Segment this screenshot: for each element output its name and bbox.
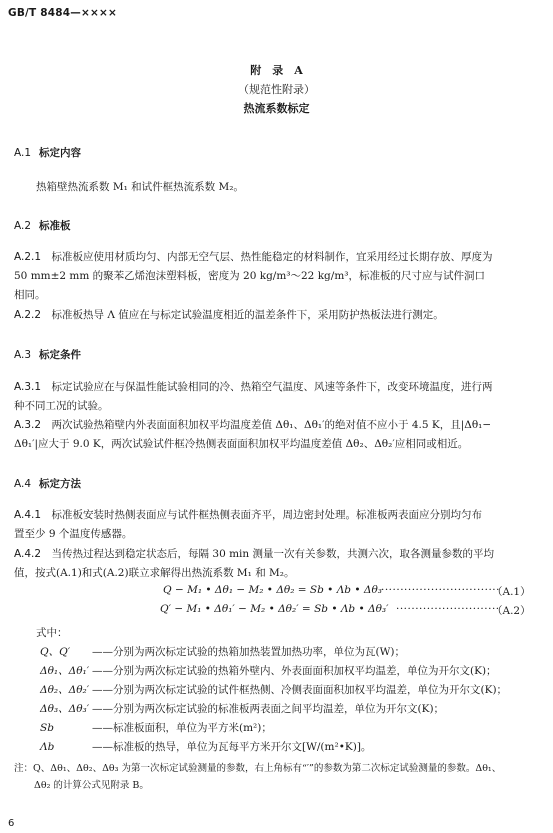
text-line: 标准板安装时热侧表面应与试件框热侧表面齐平，周边密封处理。标准板两表面应分别均匀布 — [51, 509, 483, 521]
paragraph-a3-2 — [14, 416, 534, 454]
text-line: 50 mm±2 mm 的聚苯乙烯泡沫塑料板，密度为 20 kg/m³～22 kg/m³，标准板的尺寸应与试件洞口 — [14, 270, 485, 282]
symbol-row — [40, 643, 405, 662]
symbol-description: ——分别为两次标定试验的热箱外壁内、外表面面积加权平均温差，单位为开尔文(K)； — [92, 665, 497, 677]
note — [14, 760, 540, 794]
symbol-description: ——分别为两次标定试验的热箱加热装置加热功率，单位为瓦(W)； — [92, 646, 405, 658]
paragraph-a4-1 — [14, 506, 534, 544]
section-heading-a3 — [14, 347, 81, 362]
paragraph-a3-1 — [14, 378, 534, 416]
section-heading-a4 — [14, 476, 81, 491]
section-title: 标定内容 — [39, 147, 82, 159]
section-a1-text: 热箱壁热流系数 M₁ 和试件框热流系数 M₂。 — [36, 181, 244, 193]
formula-a1: Q − M₁ • Δθ₁ − M₂ • Δθ₂ = Sb • Λb • Δθ₃ — [163, 584, 382, 596]
section-number: A.2 — [14, 220, 32, 232]
text-line: 当传热过程达到稳定状态后，每隔 30 min 测量一次有关参数，共测六次，取各测量参数的平均 — [51, 548, 494, 560]
paragraph-a2-1 — [14, 248, 534, 305]
formula-label: （A.1） — [492, 586, 531, 598]
symbol-row — [40, 681, 507, 700]
clause-number: A.4.2 — [14, 548, 42, 560]
text-line: Δθ₁′|应大于 9.0 K，两次试验试件框冷热侧表面面积加权平均温度差值 Δθ₂、Δθ₂′应相同或相近。 — [14, 438, 469, 450]
section-heading-a1 — [14, 145, 81, 160]
clause-number: A.2.2 — [14, 309, 42, 321]
text-line: 值，按式(A.1)和式(A.2)联立求解得出热流系数 M₁ 和 M₂。 — [14, 567, 295, 579]
symbol-row — [40, 719, 272, 738]
section-number: A.4 — [14, 478, 32, 490]
formula-leader-dots: ··························· — [396, 603, 500, 615]
standard-code: GB/T 8484—×××× — [8, 7, 117, 19]
symbol-description: ——分别为两次标定试验的标准板两表面之间平均温差，单位为开尔文(K)； — [92, 703, 445, 715]
formula-label: （A.2） — [492, 605, 531, 617]
symbol: Δθ₂、Δθ₂′ — [40, 684, 90, 696]
where-label: 式中： — [36, 627, 68, 639]
symbol: Λb — [40, 741, 55, 753]
clause-number: A.2.1 — [14, 251, 42, 263]
section-number: A.3 — [14, 349, 32, 361]
symbol-description: ——分别为两次标定试验的试件框热侧、冷侧表面面积加权平均温差，单位为开尔文(K)； — [92, 684, 508, 696]
appendix-type: （规范性附录） — [238, 83, 315, 96]
symbol: Sb — [40, 722, 54, 734]
clause-number: A.3.1 — [14, 381, 42, 393]
symbol: Δθ₃、Δθ₃′ — [40, 703, 90, 715]
note-line: Δθ₂ 的计算公式见附录 B。 — [34, 780, 149, 791]
text-line: 标定试验应在与保温性能试验相同的冷、热箱空气温度、风速等条件下，改变环境温度，进行两 — [51, 381, 493, 393]
symbol: Δθ₁、Δθ₁′ — [40, 665, 90, 677]
section-heading-a2 — [14, 218, 71, 233]
clause-number: A.3.2 — [14, 419, 42, 431]
appendix-subtitle: 热流系数标定 — [243, 102, 310, 115]
section-number: A.1 — [14, 147, 32, 159]
paragraph-a2-2 — [14, 306, 534, 325]
text-line: 相同。 — [14, 289, 46, 301]
appendix-title: 附 录 A — [250, 64, 303, 77]
symbol-description: ——标准板的热导，单位为瓦每平方米开尔文[W/(m²•K)]。 — [92, 741, 372, 753]
formula-a2: Q′ − M₁ • Δθ₁′ − M₂ • Δθ₂′ = Sb • Λb • Δθ₃′ — [160, 603, 389, 615]
page-number: 6 — [8, 818, 15, 829]
text-line: 置至少 9 个温度传感器。 — [14, 528, 133, 540]
note-line: 注：Q、Δθ₁、Δθ₂、Δθ₃ 为第一次标定试验测量的参数，右上角标有“′”的参数为第二次标定试验测量的参数。Δθ₁、 — [14, 763, 502, 774]
symbol-row — [40, 738, 371, 757]
text-line: 两次试验热箱壁内外表面面积加权平均温度差值 Δθ₁、Δθ₁′的绝对值不应小于 4.5 K，且|Δθ₁− — [51, 419, 492, 431]
symbol: Q、Q′ — [40, 646, 71, 658]
section-title: 标定条件 — [39, 349, 82, 361]
symbol-description: ——标准板面积，单位为平方米(m²)； — [92, 722, 272, 734]
section-title: 标定方法 — [39, 478, 82, 490]
symbol-row — [40, 662, 497, 681]
text-line: 标准板热导 Λ 值应在与标定试验温度相近的温差条件下，采用防护热板法进行测定。 — [51, 309, 444, 321]
formula-leader-dots: ······························· — [381, 584, 500, 596]
section-title: 标准板 — [39, 220, 71, 232]
paragraph-a4-2 — [14, 545, 534, 583]
symbol-row — [40, 700, 444, 719]
text-line: 种不同工况的试验。 — [14, 400, 109, 412]
clause-number: A.4.1 — [14, 509, 42, 521]
text-line: 标准板应使用材质均匀、内部无空气层、热性能稳定的材料制作，宜采用经过长期存放、厚度为 — [51, 251, 493, 263]
